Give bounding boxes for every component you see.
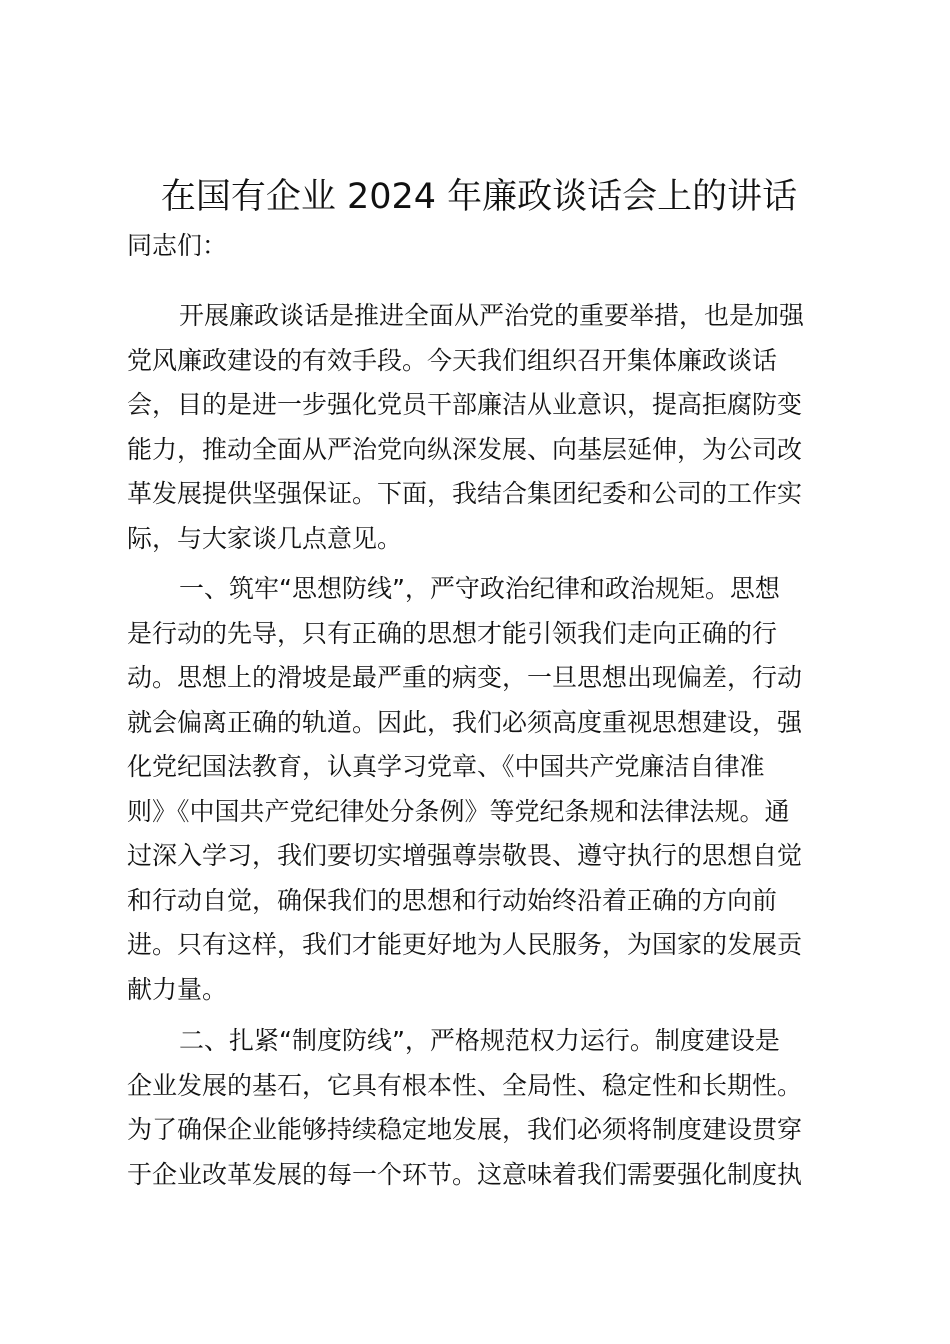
paragraph-line: 动。思想上的滑坡是最严重的病变，一旦思想出现偏差，行动 [127,663,803,692]
paragraph-line: 党风廉政建设的有效手段。今天我们组织召开集体廉政谈话 [127,345,778,375]
paragraph-line: 企业发展的基石，它具有根本性、全局性、稳定性和长期性。 [127,1070,803,1100]
paragraph-section-two [127,1019,847,1197]
paragraph-line: 就会偏离正确的轨道。因此，我们必须高度重视思想建设，强 [127,707,803,737]
paragraph-line: 和行动自觉，确保我们的思想和行动始终沿着正确的方向前 [127,885,778,915]
paragraph-line: 开展廉政谈话是推进全面从严治党的重要举措，也是加强 [179,301,805,330]
paragraph-line: 革发展提供坚强保证。下面，我结合集团纪委和公司的工作实 [127,479,803,508]
paragraph-line: 是行动的先导，只有正确的思想才能引领我们走向正确的行 [127,618,778,648]
paragraph-line: 能力，推动全面从严治党向纵深发展、向基层延伸，为公司改 [127,434,803,464]
paragraph-line: 进。只有这样，我们才能更好地为人民服务，为国家的发展贡 [127,930,803,959]
paragraph-line: 献力量。 [127,974,228,1004]
paragraph-line: 为了确保企业能够持续稳定地发展，我们必须将制度建设贯穿 [127,1115,803,1144]
paragraph-section-one [127,567,847,1012]
paragraph-intro [127,294,847,561]
paragraph-line: 化党纪国法教育，认真学习党章、《中国共产党廉洁自律准 [127,752,765,781]
document-body [127,224,847,1197]
salutation: 同志们： [127,231,228,260]
paragraph-line: 过深入学习，我们要切实增强尊崇敬畏、遵守执行的思想自觉 [127,841,803,870]
paragraph-line: 际，与大家谈几点意见。 [127,523,403,553]
document-title: 在国有企业 2024 年廉政谈话会上的讲话 [160,177,798,217]
paragraph-line: 于企业改革发展的每一个环节。这意味着我们需要强化制度执 [127,1159,803,1189]
paragraph-line: 一、筑牢“思想防线”，严守政治纪律和政治规矩。思想 [179,574,780,603]
paragraph-line: 则》《中国共产党纪律处分条例》等党纪条规和法律法规。通 [127,796,790,826]
paragraph-line: 会，目的是进一步强化党员干部廉洁从业意识，提高拒腐防变 [127,390,803,419]
paragraph-line: 二、扎紧“制度防线”，严格规范权力运行。制度建设是 [179,1026,780,1055]
